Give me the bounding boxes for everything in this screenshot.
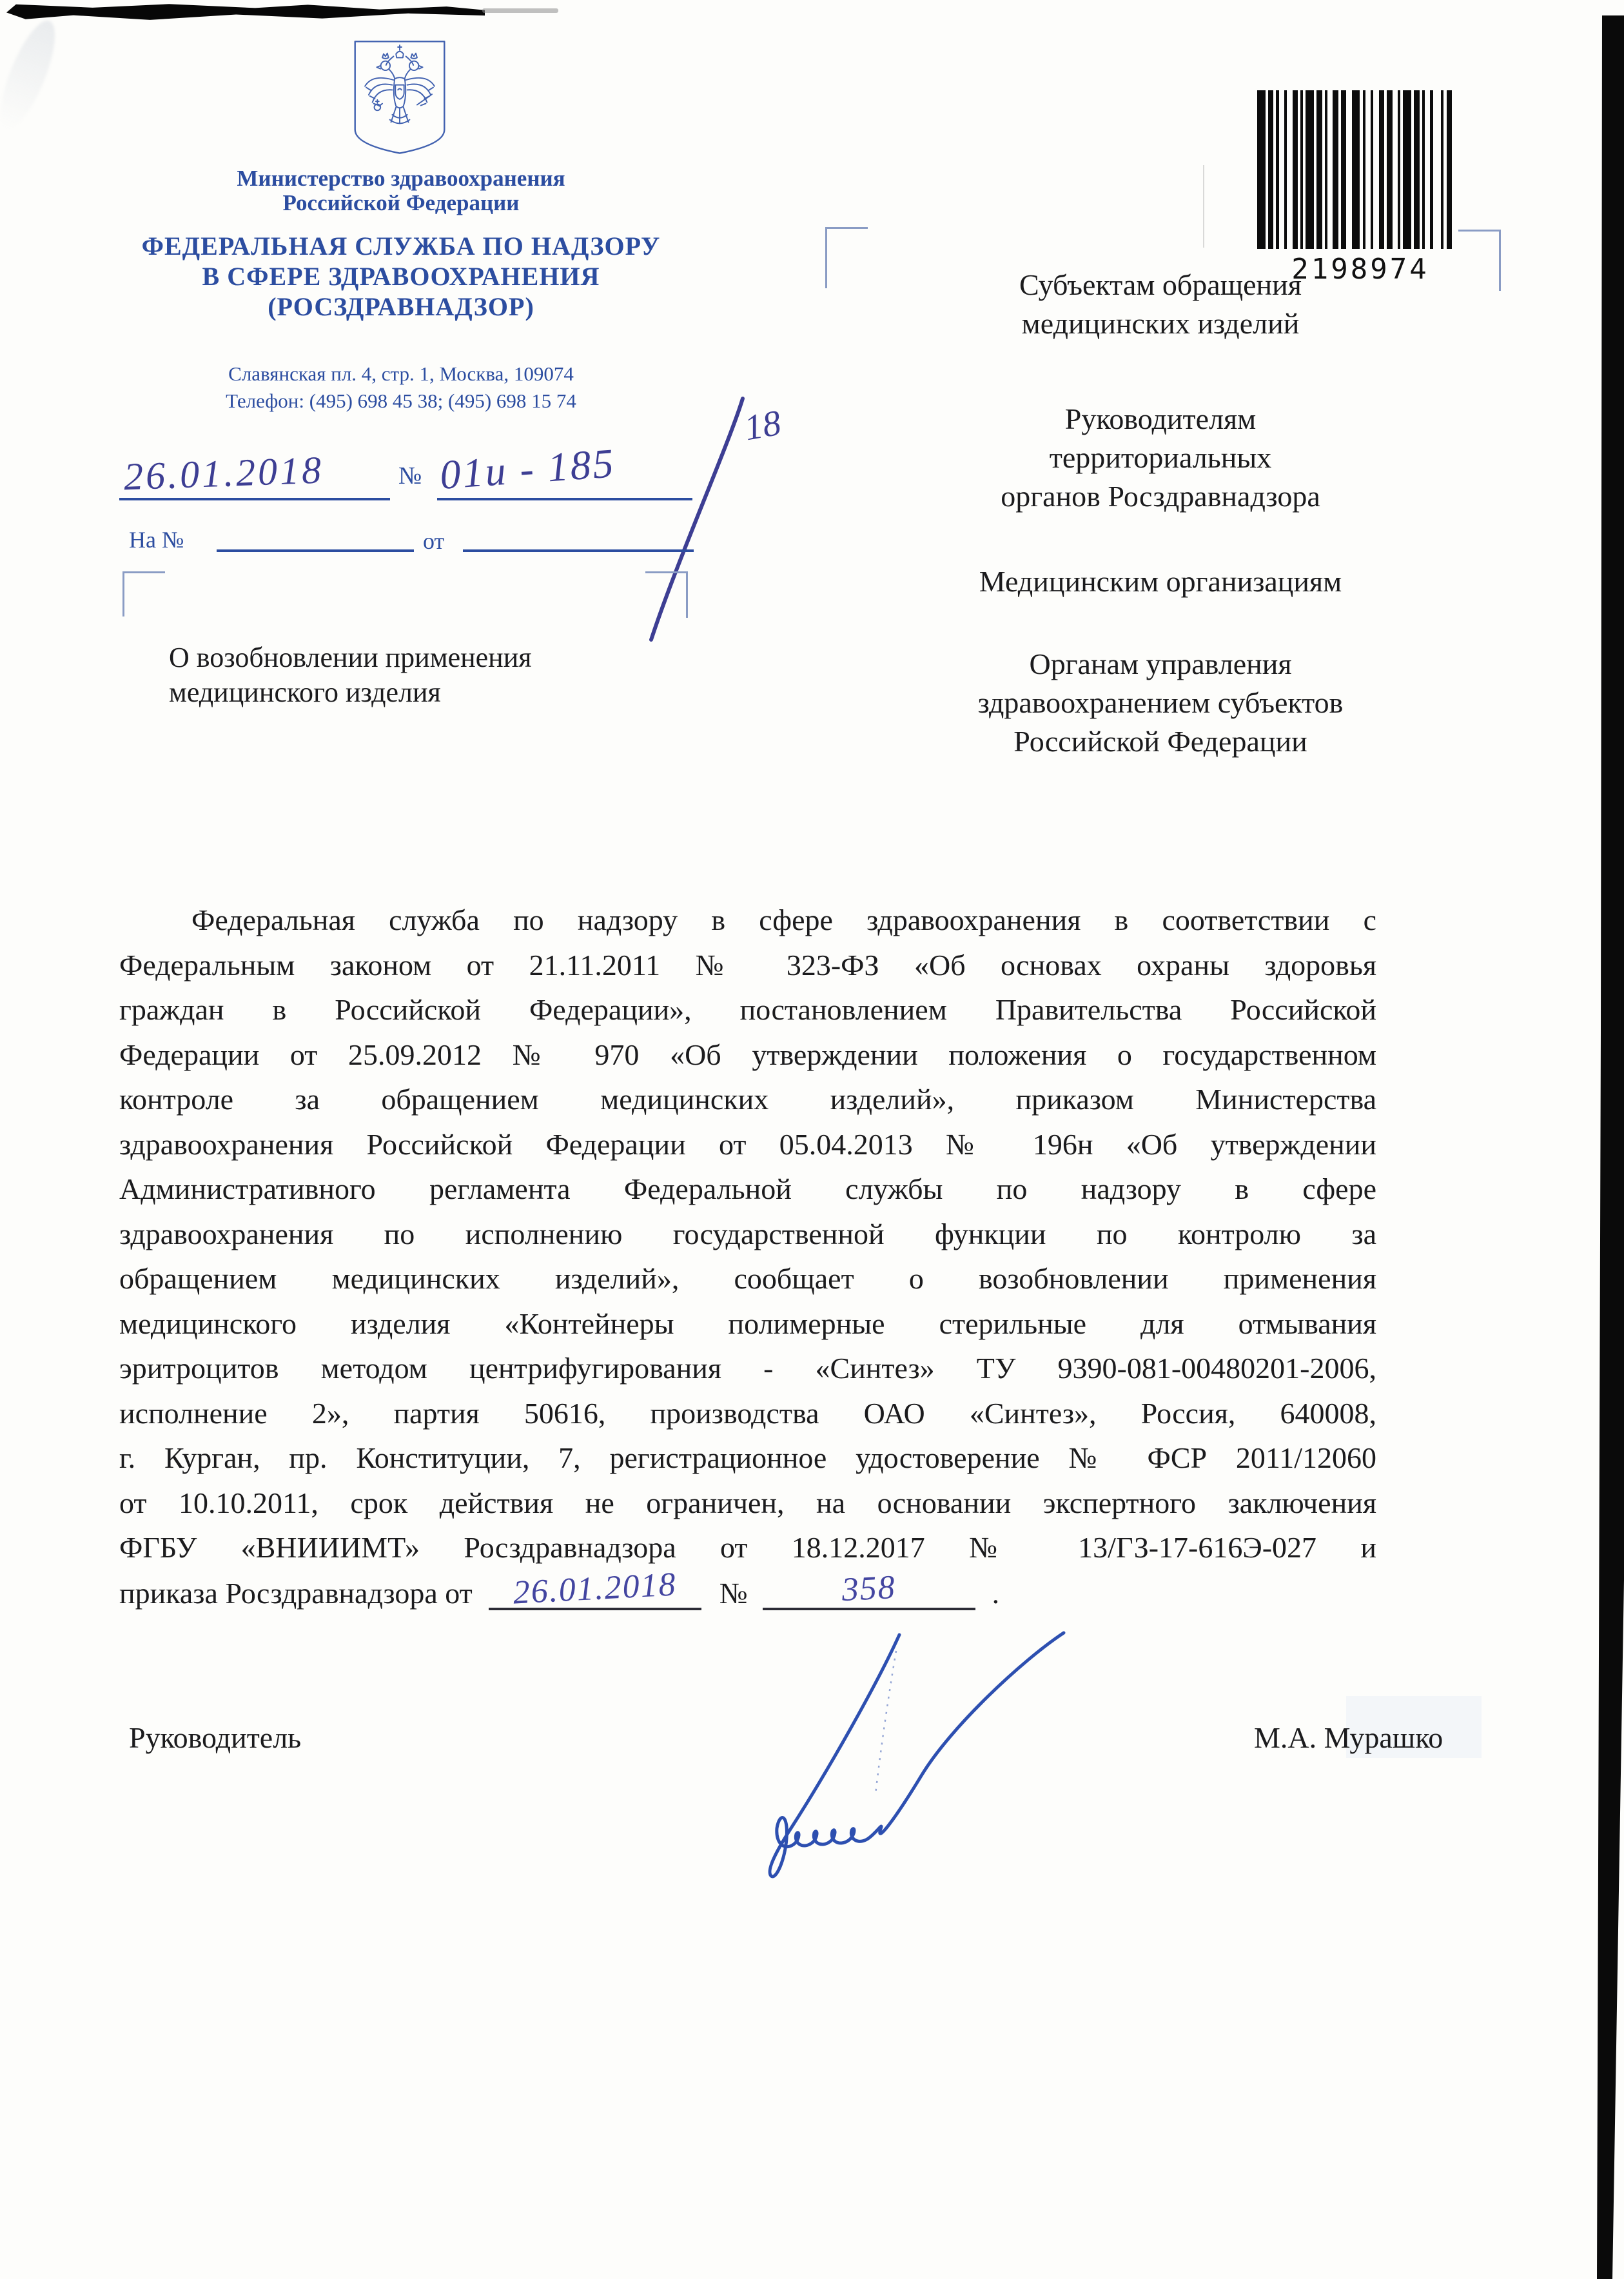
body-line: ФГБУ «ВНИИИМТ» Росздравнадзора от 18.12.2017 № 13/ГЗ-17-616Э-027 и — [119, 1531, 1376, 1564]
signature-icon — [683, 1625, 1135, 1896]
body-line: исполнение 2», партия 50616, производства ОАО «Синтез», Россия, 640008, — [119, 1396, 1376, 1430]
incoming-date-blank — [463, 549, 694, 552]
barcode-number: 2198974 — [1291, 253, 1429, 286]
body-line: Федерации от 25.09.2012 № 970 «Об утверждении положения о государственном — [119, 1038, 1376, 1071]
na-no-label: На № — [129, 527, 184, 553]
body-line: граждан в Российской Федерации», постановлением Правительства Российской — [119, 993, 1376, 1026]
postal-address: Славянская пл. 4, стр. 1, Москва, 109074 — [228, 362, 574, 385]
addressee-group-1 — [915, 266, 1405, 343]
handwritten-date: 26.01.2018 — [122, 448, 325, 498]
ministry-line1: Министерство здравоохранения — [237, 166, 565, 191]
russia-coat-of-arms-icon — [350, 37, 449, 156]
body-line: Федеральным законом от 21.11.2011 № 323-ФЗ «Об основах охраны здоровья — [119, 948, 1376, 982]
handwritten-order-number: 358 — [841, 1568, 897, 1608]
scan-patch-edge-line — [1203, 165, 1204, 248]
ot-label: от — [423, 528, 445, 554]
closing-number-sign: № — [719, 1576, 748, 1610]
ministry-line2: Российской Федерации — [282, 190, 520, 215]
addressee-group-3 — [915, 562, 1405, 601]
addressee-line: органов Росздравнадзора — [1001, 480, 1320, 513]
body-line: медицинского изделия «Контейнеры полимерные стерильные для отмывания — [119, 1307, 1376, 1340]
phone-numbers: Телефон: (495) 698 45 38; (495) 698 15 74 — [226, 390, 576, 412]
closing-prefix: приказа Росздравнадзора от — [119, 1576, 473, 1610]
body-line: от 10.10.2011, срок действия не ограничен, на основании экспертного заключения — [119, 1486, 1376, 1519]
subject-bracket-left-h — [122, 571, 165, 573]
subject-bracket-right-v — [686, 571, 688, 618]
addressee-line: Руководителям — [1064, 402, 1257, 435]
body-closing-line — [119, 1565, 1376, 1615]
addressee-line: здравоохранением субъектов — [977, 686, 1344, 719]
handwritten-number-suffix: 18 — [741, 402, 784, 449]
body-line: здравоохранения по исполнению государственной функции по контролю за — [119, 1217, 1376, 1250]
incoming-number-blank — [217, 549, 414, 552]
signer-title: Руководитель — [129, 1721, 302, 1754]
body-line: г. Курган, пр. Конституции, 7, регистрационное удостоверение № ФСР 2011/12060 — [119, 1441, 1376, 1474]
addressee-bracket-left-v — [825, 227, 827, 288]
body-line: эритроцитов методом центрифугирования - «Синтез» ТУ 9390-081-00480201-2006, — [119, 1352, 1376, 1385]
addressee-bracket-right-h — [1458, 230, 1501, 232]
subject-block — [169, 640, 659, 710]
body-line: Административного регламента Федеральной службы по надзору в сфере — [119, 1172, 1376, 1205]
number-sign: № — [398, 462, 422, 489]
body-line: обращением медицинских изделий», сообщает о возобновлении применения — [119, 1262, 1376, 1295]
addressee-line: медицинских изделий — [1021, 307, 1300, 340]
service-line1: ФЕДЕРАЛЬНАЯ СЛУЖБА ПО НАДЗОРУ — [141, 232, 661, 261]
letter-body — [119, 898, 1376, 1615]
addressee-line: территориальных — [1049, 441, 1272, 474]
scan-artifact-top-bar — [6, 3, 485, 21]
addressee-line: Российской Федерации — [1013, 725, 1307, 758]
scan-smudge — [0, 14, 66, 135]
signer-name: М.А. Мурашко — [1254, 1721, 1443, 1754]
addressee-line: Органам управления — [1029, 647, 1292, 680]
service-line3: (РОСЗДРАВНАДЗОР) — [268, 292, 534, 321]
body-line: контроле за обращением медицинских изделий», приказом Министерства — [119, 1083, 1376, 1116]
closing-period: . — [992, 1576, 1000, 1610]
scan-artifact-top-bar-tail — [482, 8, 558, 13]
subject-bracket-left-v — [122, 571, 124, 617]
subject-line1: О возобновлении применения — [169, 642, 532, 673]
date-underline — [119, 498, 390, 500]
barcode-bars — [1257, 90, 1463, 249]
handwritten-order-date: 26.01.2018 — [512, 1565, 678, 1612]
closing-number-blank — [763, 1570, 975, 1610]
handwritten-outgoing-number: 01и - 185 — [438, 440, 617, 498]
body-line: здравоохранения Российской Федерации от 05.04.2013 № 196н «Об утверждении — [119, 1127, 1376, 1161]
closing-date-blank — [489, 1565, 701, 1612]
body-line: Федеральная служба по надзору в сфере здравоохранения в соответствии с — [191, 903, 1376, 936]
handwritten-slash-stroke — [638, 393, 754, 651]
service-name — [71, 231, 731, 322]
ministry-name — [84, 166, 718, 215]
addressee-bracket-left-h — [825, 227, 868, 229]
contact-block — [84, 360, 718, 415]
addressee-group-2 — [915, 400, 1405, 516]
service-line2: В СФЕРЕ ЗДРАВООХРАНЕНИЯ — [202, 262, 600, 291]
subject-line2: медицинского изделия — [169, 676, 441, 708]
addressee-line: Медицинским организациям — [979, 565, 1342, 598]
subject-bracket-right-h — [645, 571, 688, 573]
addressee-bracket-right-v — [1499, 230, 1501, 291]
addressee-line: Субъектам обращения — [1019, 268, 1302, 301]
addressee-group-4 — [915, 645, 1405, 761]
